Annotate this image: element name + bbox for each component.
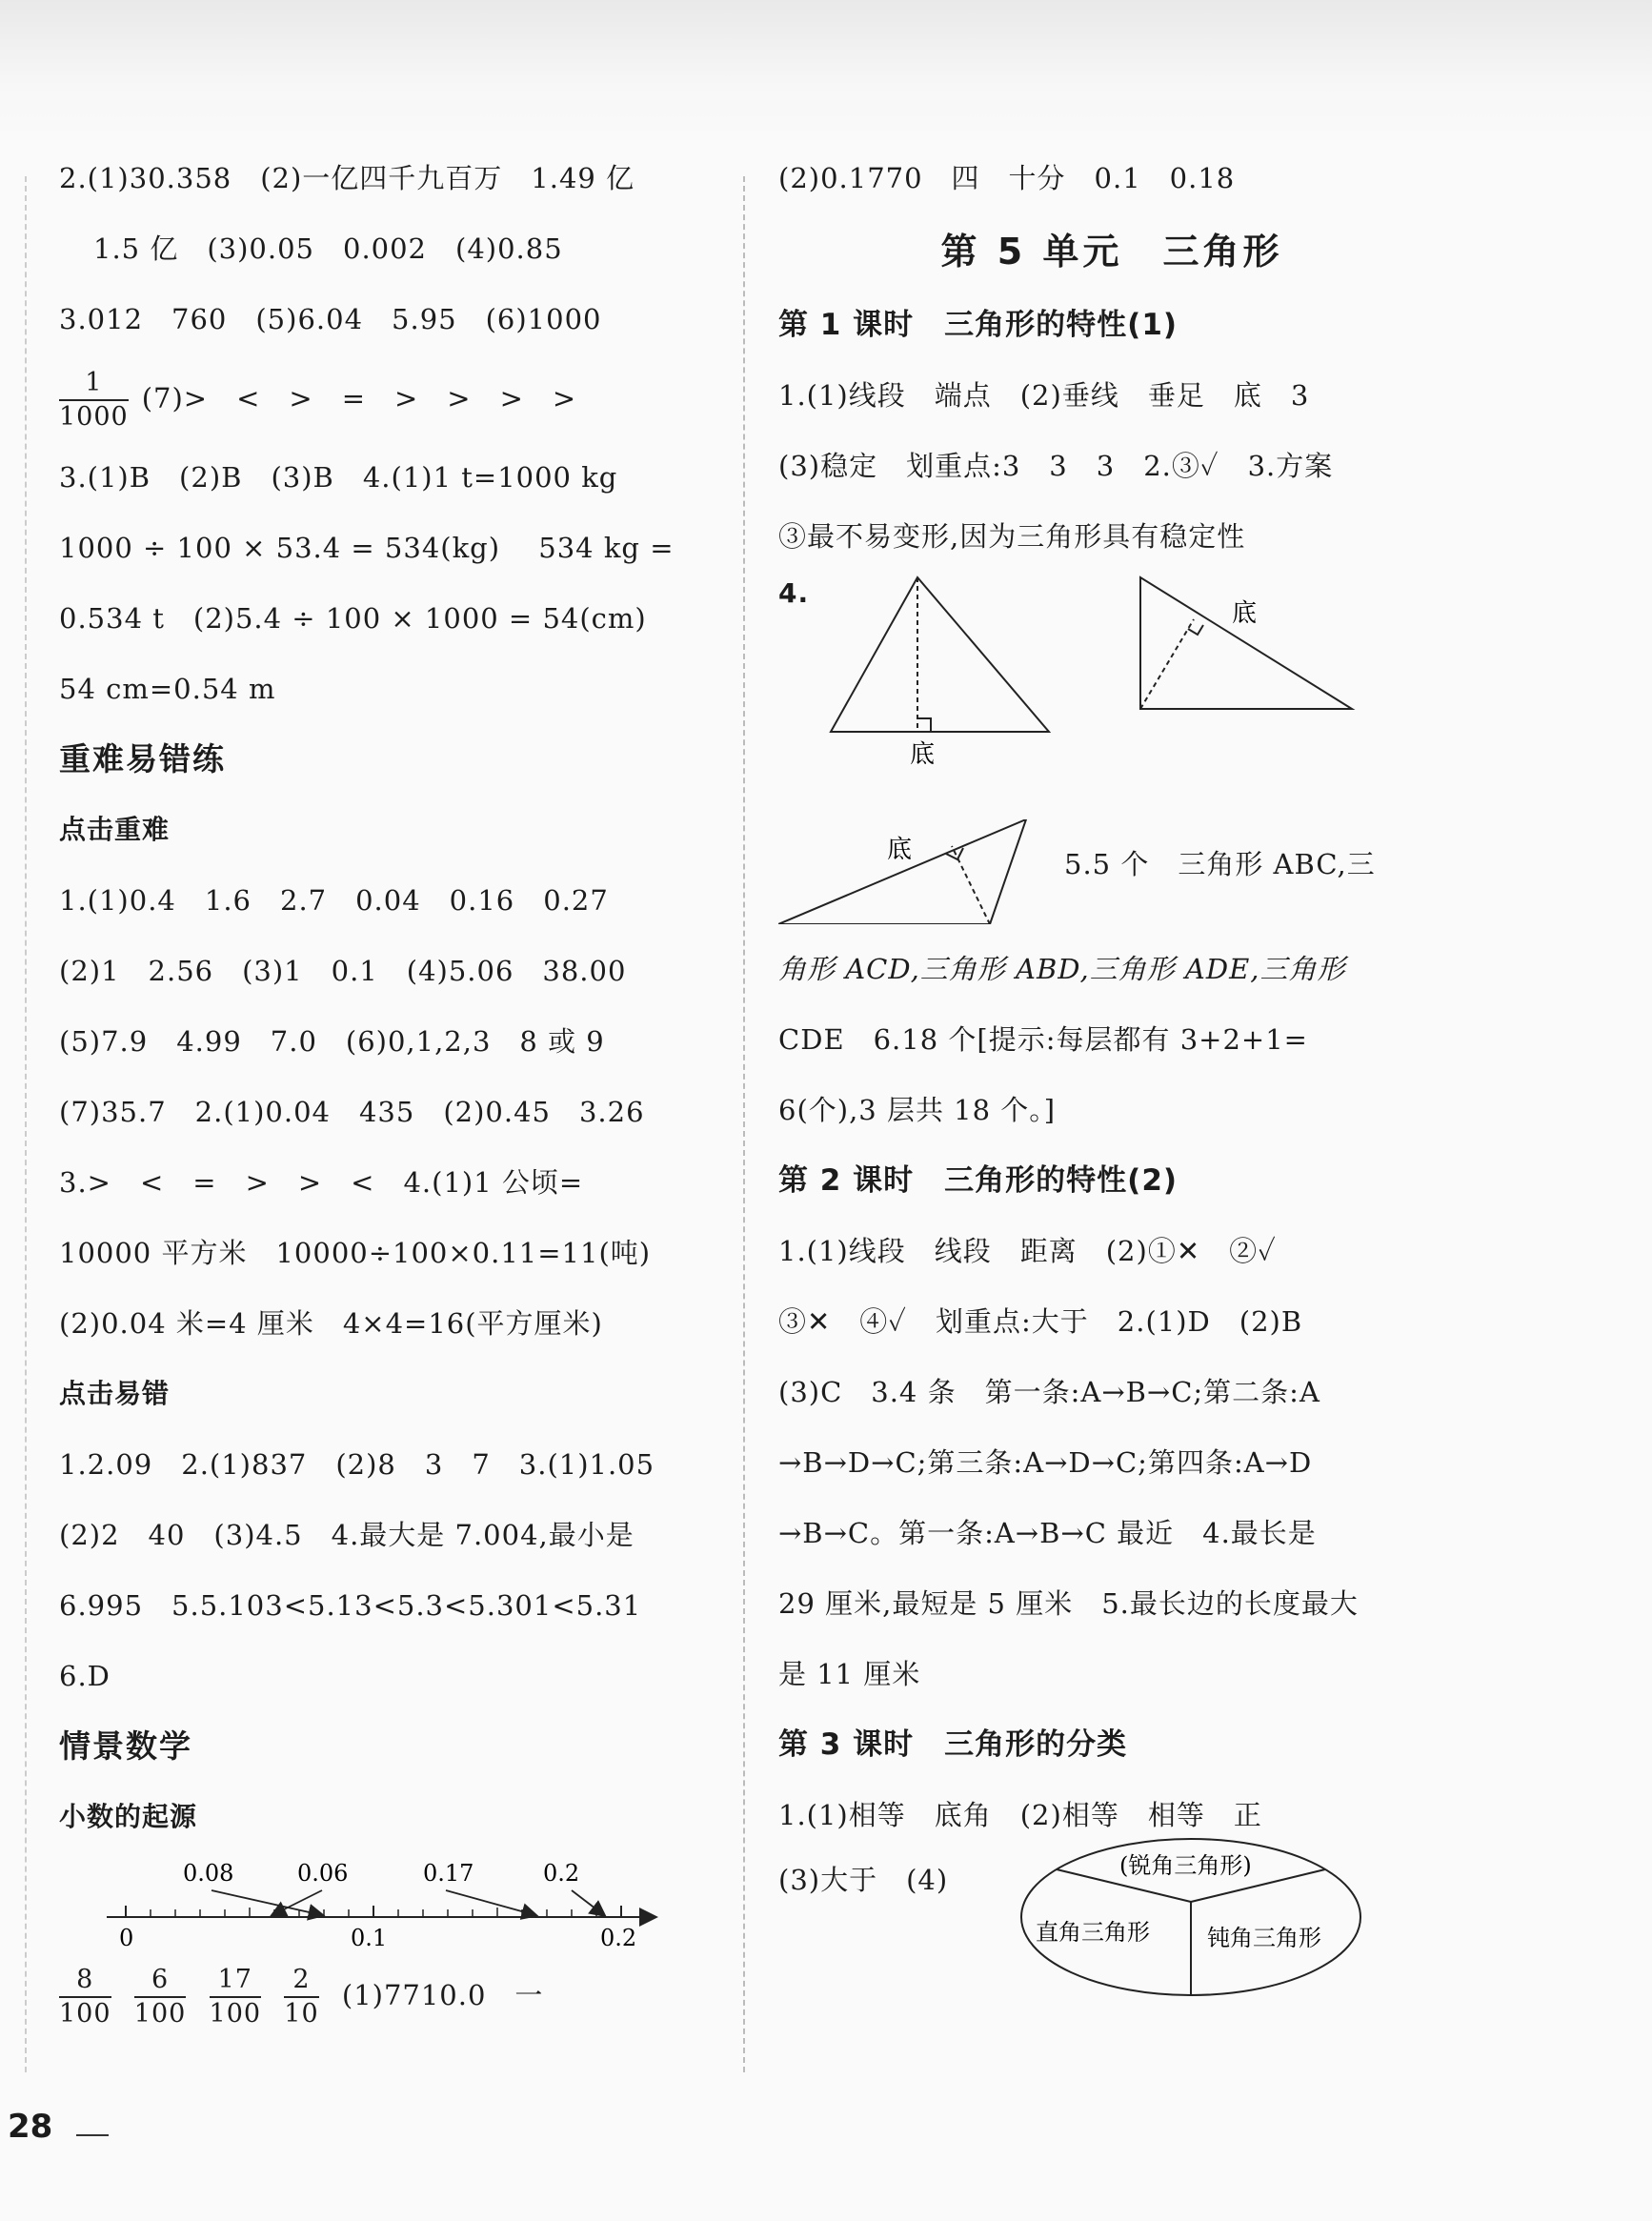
number-line-label: 0.17	[423, 1860, 474, 1887]
number-line-label: 0.08	[183, 1860, 234, 1887]
answer-line: 是 11 厘米	[778, 1658, 921, 1690]
answer-line: 角形 ACD,三角形 ABD,三角形 ADE,三角形	[778, 953, 1346, 985]
triangle-figures	[778, 572, 1445, 829]
base-label: 底	[887, 836, 913, 864]
base-label: 底	[910, 740, 936, 769]
answer-line: →B→D→C;第三条:A→D→C;第四条:A→D	[778, 1446, 1313, 1479]
triangle-obtuse	[778, 819, 1064, 924]
section-heading: 情景数学	[59, 1727, 192, 1765]
question-number: 4.	[778, 577, 810, 609]
number-line-label: 0.1	[351, 1925, 388, 1951]
number-line-label: 0.06	[297, 1860, 349, 1887]
triangle-acute	[831, 577, 1049, 732]
fraction: $\frac{1}{1000}$	[59, 368, 129, 432]
lesson-heading: 第 1 课时 三角形的特性(1)	[778, 308, 1179, 342]
right-column	[778, 143, 1445, 1993]
page-top-shade	[0, 0, 1652, 143]
answer-line: 0.534 t (2)5.4 ÷ 100 × 1000 = 54(cm)	[59, 602, 647, 635]
answer-line: 3.012 760 (5)6.04 5.95 (6)1000	[59, 303, 602, 335]
subsection-heading: 点击重难	[59, 814, 171, 845]
answer-line: ③✕ ④✓ 划重点:大于 2.(1)D (2)B	[778, 1305, 1303, 1338]
answer-line: 5.5 个 三角形 ABC,三	[1064, 848, 1376, 880]
left-column	[59, 143, 716, 2033]
answer-line: 3.> < = > > < 4.(1)1 公顷=	[59, 1166, 584, 1199]
fraction: $\frac{8}{100}$	[59, 1965, 111, 2029]
question-4-classification	[778, 1850, 1445, 1993]
answer-line: 29 厘米,最短是 5 厘米 5.最长边的长度最大	[778, 1587, 1359, 1620]
answer-line: 1.(1)线段 端点 (2)垂线 垂足 底 3	[778, 379, 1310, 412]
answer-line	[59, 354, 716, 442]
base-label: 底	[1232, 599, 1258, 628]
number-line-label: 0.2	[543, 1860, 580, 1887]
answer-line: (3)大于 (4)	[778, 1864, 949, 1896]
ellipse-label-obtuse: 钝角三角形	[1207, 1925, 1321, 1951]
fraction: $\frac{17}{100}$	[209, 1965, 262, 2029]
answer-line: (3)稳定 划重点:3 3 3 2.③✓ 3.方案	[778, 450, 1334, 482]
ellipse-label-acute: (锐角三角形)	[1119, 1852, 1252, 1879]
answer-line: (2)0.1770 四 十分 0.1 0.18	[778, 162, 1236, 194]
section-heading: 重难易错练	[59, 740, 226, 777]
subsection-heading: 点击易错	[59, 1378, 171, 1409]
answer-line: 6.995 5.5.103<5.13<5.3<5.301<5.31	[59, 1589, 642, 1622]
answer-line: CDE 6.18 个[提示:每层都有 3+2+1=	[778, 1023, 1308, 1056]
answer-line: 1.(1)相等 底角 (2)相等 相等 正	[778, 1799, 1262, 1831]
answer-line: 54 cm=0.54 m	[59, 673, 276, 705]
number-line-pointers	[212, 1890, 604, 1915]
answer-line: 2.(1)30.358 (2)一亿四千九百万 1.49 亿	[59, 162, 635, 194]
ellipse-label-right: 直角三角形	[1036, 1919, 1150, 1946]
page-number: 28	[8, 2108, 53, 2146]
fraction: $\frac{2}{10}$	[284, 1965, 319, 2029]
answer-line: (7)35.7 2.(1)0.04 435 (2)0.45 3.26	[59, 1096, 645, 1128]
triangle-classification-ellipse	[1015, 1835, 1377, 2007]
margin-dashed-line	[25, 176, 27, 2072]
column-divider	[743, 176, 745, 2072]
answer-line: 6.D	[59, 1660, 111, 1692]
answer-line: 10000 平方米 10000÷100×0.11=11(吨)	[59, 1237, 652, 1269]
answer-line: ③最不易变形,因为三角形具有稳定性	[778, 520, 1246, 553]
subsection-heading: 小数的起源	[59, 1801, 198, 1832]
unit-title: 第 5 单元 三角形	[940, 231, 1283, 273]
fraction: $\frac{6}{100}$	[133, 1965, 187, 2029]
question-5-row	[778, 829, 1445, 934]
lesson-heading: 第 2 课时 三角形的特性(2)	[778, 1163, 1179, 1198]
number-line-label: 0.2	[600, 1925, 637, 1951]
number-line-ticks	[107, 1906, 655, 1917]
answer-line: 6(个),3 层共 18 个。]	[778, 1094, 1057, 1126]
answer-line: 1.5 亿 (3)0.05 0.002 (4)0.85	[93, 232, 563, 265]
answer-line: (2)2 40 (3)4.5 4.最大是 7.004,最小是	[59, 1519, 635, 1551]
answer-line: (3)C 3.4 条 第一条:A→B→C;第二条:A	[778, 1376, 1320, 1408]
triangle-right	[1140, 577, 1352, 709]
comparison-answers: (7)> < > = > > > >	[141, 382, 577, 414]
answer-line: (2)0.04 米=4 厘米 4×4=16(平方厘米)	[59, 1307, 603, 1340]
lesson-heading: 第 3 课时 三角形的分类	[778, 1727, 1128, 1762]
answer-line: 1.2.09 2.(1)837 (2)8 3 7 3.(1)1.05	[59, 1448, 655, 1481]
answer-line: →B→C。第一条:A→B→C 最近 4.最长是	[778, 1517, 1317, 1549]
answer-line: 1.(1)线段 线段 距离 (2)①✕ ②✓	[778, 1235, 1277, 1267]
answer-line: (2)1 2.56 (3)1 0.1 (4)5.06 38.00	[59, 955, 627, 987]
answer-line: 3.(1)B (2)B (3)B 4.(1)1 t=1000 kg	[59, 461, 618, 494]
answer-line	[59, 1957, 716, 2033]
answer-line: 1.(1)0.4 1.6 2.7 0.04 0.16 0.27	[59, 884, 609, 917]
number-line-diagram	[59, 1852, 669, 1957]
answer-line: (5)7.9 4.99 7.0 (6)0,1,2,3 8 或 9	[59, 1025, 605, 1058]
answer-line: 1000 ÷ 100 × 53.4 = 534(kg) 534 kg =	[59, 532, 675, 564]
page-number-dash	[76, 2134, 109, 2136]
triangle-diagrams	[778, 572, 1445, 829]
answer-tail: (1)7710.0 一	[341, 1979, 544, 2011]
number-line-label: 0	[119, 1925, 134, 1951]
